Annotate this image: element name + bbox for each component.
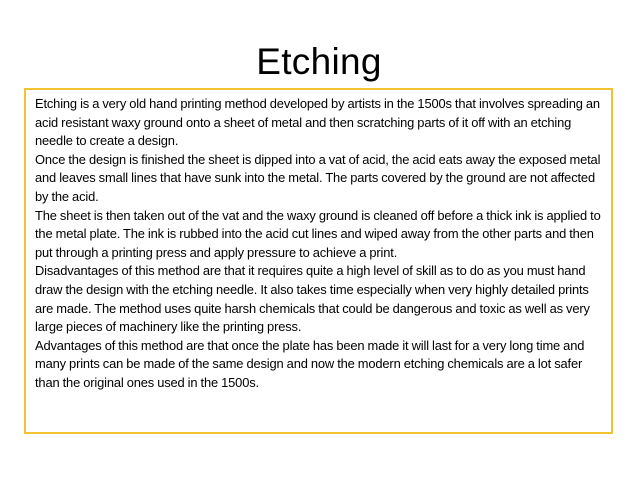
paragraph-printing: The sheet is then taken out of the vat and the waxy ground is cleaned off before a thick ink is applied to the metal plate. The ink is rubbed into the acid cut lines and wiped away from the other parts and then put through a printing press and apply pressure to achieve a print. [35,207,601,260]
slide-title: Etching [256,41,382,82]
paragraph-acid-process: Once the design is finished the sheet is dipped into a vat of acid, the acid eats away the exposed metal and leaves small lines that have sunk into the metal. The parts covered by the ground are not affected by the acid. [35,151,601,204]
paragraph-intro: Etching is a very old hand printing method developed by artists in the 1500s that involves spreading an acid resistant waxy ground onto a sheet of metal and then scratching parts of it off with an etching needle to create a design. [35,96,600,149]
paragraph-advantages: Advantages of this method are that once the plate has been made it will last for a very long time and many prints can be made of the same design and now the modern etching chemicals are a lot safer than the original ones used in the 1500s. [35,337,585,390]
text-box [24,88,613,434]
paragraph-disadvantages: Disadvantages of this method are that it requires quite a high level of skill as to do as you must hand draw the design with the etching needle. It also takes time especially when very highly detailed prints are made. The method uses quite harsh chemicals that could be dangerous and toxic as well as very large pieces of machinery like the printing press. [35,263,590,335]
